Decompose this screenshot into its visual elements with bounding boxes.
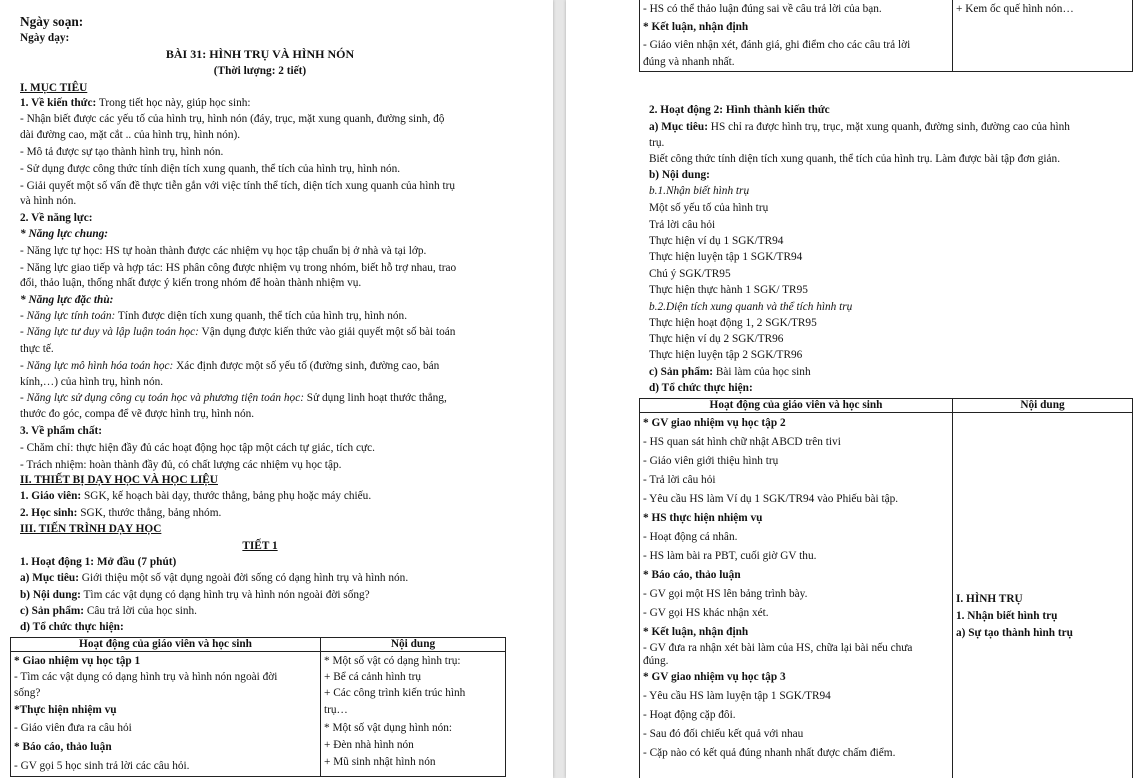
table-cell-content: + Kem ốc quế hình nón… [953,0,1133,72]
text-line: - Năng lực tư duy và lập luận toán học: Vận dụng được kiến thức vào giải quyết một số bài toán [20,326,456,338]
text-line: thực tế. [20,343,54,355]
text-line: b) Nội dung: [649,169,710,181]
text-line: b.1.Nhận biết hình trụ [649,185,750,197]
task-line: - Yêu cầu HS làm luyện tập 1 SGK/TR94 [643,690,831,702]
date-prepared: Ngày soạn: [20,14,84,29]
task-line: - Hoạt động cặp đôi. [643,709,736,721]
task-line: - Sau đó đối chiếu kết quả với nhau [643,728,804,740]
text-line: - Sử dụng được công thức tính diện tích xung quanh, thể tích của hình trụ, hình nón. [20,163,401,175]
section-3-heading: III. TIẾN TRÌNH DẠY HỌC [20,523,162,535]
task-line: - HS quan sát hình chữ nhật ABCD trên tivi [643,436,841,448]
text-line: Thực hiện ví dụ 1 SGK/TR94 [649,235,784,247]
text-line: dài đường cao, mặt cắt .. của hình trụ, hình nón). [20,129,241,141]
text-line: - Năng lực tính toán: Tính được diện tích xung quanh, thể tích của hình trụ, hình nón. [20,310,408,322]
text-line: d) Tổ chức thực hiện: [20,621,124,633]
text-line: b.2.Diện tích xung quanh và thể tích hình trụ [649,301,853,313]
text-line: Thực hiện thực hành 1 SGK/ TR95 [649,284,808,296]
section-2-heading: II. THIẾT BỊ DẠY HỌC VÀ HỌC LIỆU [20,474,218,486]
competency-heading: 2. Về năng lực: [20,212,93,224]
table-header: Hoạt động của giáo viên và học sinh [640,399,953,413]
activity-1-table-continued [639,0,1133,72]
activity-2-table [639,398,1133,778]
general-competency: * Năng lực chung: [20,228,109,240]
table-cell-activities [640,413,953,778]
text-line: Thực hiện ví dụ 2 SGK/TR96 [649,333,784,345]
lesson-title: BÀI 31: HÌNH TRỤ VÀ HÌNH NÓN [165,47,355,61]
table-header: Nội dung [321,638,506,652]
specific-competency: * Năng lực đặc thù: [20,294,114,306]
text-line: a) Mục tiêu: Giới thiệu một số vật dụng ngoài đời sống có dạng hình trụ và hình nón. [20,572,409,584]
text-line: - Chăm chỉ: thực hiện đầy đủ các hoạt động học tập một cách tự giác, tích cực. [20,442,375,454]
knowledge-line: 1. Về kiến thức: Trong tiết học này, giúp học sinh: [20,97,251,109]
task-heading: * Kết luận, nhận định [643,626,749,638]
text-line: 2. Học sinh: SGK, thước thẳng, bảng nhóm. [20,507,222,519]
task-heading: * GV giao nhiệm vụ học tập 3 [643,671,786,683]
task-line: - Giáo viên giới thiệu hình trụ [643,455,779,467]
text-line: Biết công thức tính diện tích xung quanh, thể tích của hình trụ. Làm được bài tập đơn giản. [649,153,1061,165]
text-line: - Mô tả được sự tạo thành hình trụ, hình nón. [20,146,224,158]
text-line: b) Nội dung: Tìm các vật dụng có dạng hình trụ và hình nón ngoài đời sống? [20,589,370,601]
subsection-heading: a) Sự tạo thành hình trụ [956,627,1073,639]
text-line: 1. Giáo viên: SGK, kế hoạch bài dạy, thước thẳng, bảng phụ hoặc máy chiếu. [20,490,372,502]
text-line: - Giải quyết một số vấn đề thực tiễn gắn với việc tính thể tích, diện tích xung quanh của hình trụ [20,180,456,192]
text-line: - Năng lực mô hình hóa toán học: Xác định được một số yếu tố (đường sinh, đường cao, bán [20,360,440,372]
table-cell-activities: * Giao nhiệm vụ học tập 1 - Tìm các vật dụng có dạng hình trụ và hình nón ngoài đời sống? *Thực hiện nhiệm vụ - Giáo viên đưa ra câu hỏi * Báo cáo, thảo luận - GV gọi 5 học sinh trả lời các câu hỏi. [11,652,321,777]
text-line: đổi, thảo luận, thống nhất được ý kiến trong nhóm để hoàn thành nhiệm vụ. [20,277,362,289]
date-taught: Ngày dạy: [20,32,70,44]
task-line: - GV gọi HS khác nhận xét. [643,607,769,619]
text-line: - Năng lực sử dụng công cụ toán học và phương tiện toán học: Sử dụng linh hoạt thước thẳng, [20,392,447,404]
table-header: Nội dung [953,399,1133,413]
activity-2-title: 2. Hoạt động 2: Hình thành kiến thức [649,104,830,116]
text-line: c) Sản phẩm: Bài làm của học sinh [649,366,811,378]
text-line: Thực hiện hoạt động 1, 2 SGK/TR95 [649,317,817,329]
text-line: Một số yếu tố của hình trụ [649,202,769,214]
task-line: - Yêu cầu HS làm Ví dụ 1 SGK/TR94 vào Phiếu bài tập. [643,493,899,505]
text-line: - Năng lực giao tiếp và hợp tác: HS phân công được nhiệm vụ trong nhóm, biết hỗ trợ nhau, trao [20,262,457,274]
text-line: Chú ý SGK/TR95 [649,268,731,280]
period-heading: TIẾT 1 [242,540,278,552]
text-line: Thực hiện luyện tập 2 SGK/TR96 [649,349,803,361]
text-line: - Trách nhiệm: hoàn thành đầy đủ, có chất lượng các nhiệm vụ học tập. [20,459,342,471]
text-line: - Năng lực tự học: HS tự hoàn thành được các nhiệm vụ học tập chuẩn bị ở nhà và tại lớp. [20,245,427,257]
text-line: và hình nón. [20,195,77,207]
subsection-heading: 1. Nhận biết hình trụ [956,610,1058,622]
task-line: đúng. [643,655,669,667]
text-line: kính,…) của hình trụ, hình nón. [20,376,164,388]
table-header: Hoạt động của giáo viên và học sinh [11,638,321,652]
text-line: a) Mục tiêu: HS chỉ ra được hình trụ, trục, mặt xung quanh, đường sinh, đường cao của hình [649,121,1070,133]
text-line: Thực hiện luyện tập 1 SGK/TR94 [649,251,803,263]
task-line: - GV đưa ra nhận xét bài làm của HS, chữa lại bài nếu chưa [643,642,913,654]
document-page-right [566,0,1135,778]
task-line: - Cặp nào có kết quả đúng nhanh nhất được chấm điểm. [643,747,896,759]
text-line: d) Tổ chức thực hiện: [649,382,753,394]
task-line: - Hoạt động cá nhân. [643,531,738,543]
text-line: trụ. [649,137,665,149]
table-cell-content: * Một số vật có dạng hình trụ: + Bể cá cảnh hình trụ + Các công trình kiến trúc hình trụ… * Một số vật dụng hình nón: + Đèn nhà hình nón + Mũ sinh nhật hình nón [321,652,506,777]
table-cell-activities: - HS có thể thảo luận đúng sai về câu trả lời của bạn. * Kết luận, nhận định - Giáo viên nhận xét, đánh giá, ghi điểm cho các câu trả lời đúng và nhanh nhất. [640,0,953,72]
text-line: - Nhận biết được các yếu tố của hình trụ, hình nón (đáy, trục, mặt xung quanh, đường sinh, độ [20,113,445,125]
table-cell-content [953,413,1133,778]
task-line: - Trả lời câu hỏi [643,474,716,486]
task-line: - GV gọi một HS lên bảng trình bày. [643,588,808,600]
qualities-heading: 3. Về phẩm chất: [20,425,103,437]
text-line: Trả lời câu hỏi [649,219,716,231]
task-heading: * Báo cáo, thảo luận [643,569,741,581]
section-1-heading: I. MỤC TIÊU [20,82,88,94]
task-line: - HS làm bài ra PBT, cuối giờ GV thu. [643,550,817,562]
text-line: thước đo góc, compa để vẽ được hình trụ, hình nón. [20,408,255,420]
document-page-left [0,0,553,778]
task-heading: * HS thực hiện nhiệm vụ [643,512,763,524]
text-line: c) Sản phẩm: Câu trả lời của học sinh. [20,605,197,617]
activity-1-title: 1. Hoạt động 1: Mở đầu (7 phút) [20,556,177,568]
task-heading: * GV giao nhiệm vụ học tập 2 [643,417,786,429]
section-heading: I. HÌNH TRỤ [956,593,1023,605]
lesson-duration: (Thời lượng: 2 tiết) [213,65,307,77]
activity-1-table [10,637,506,777]
